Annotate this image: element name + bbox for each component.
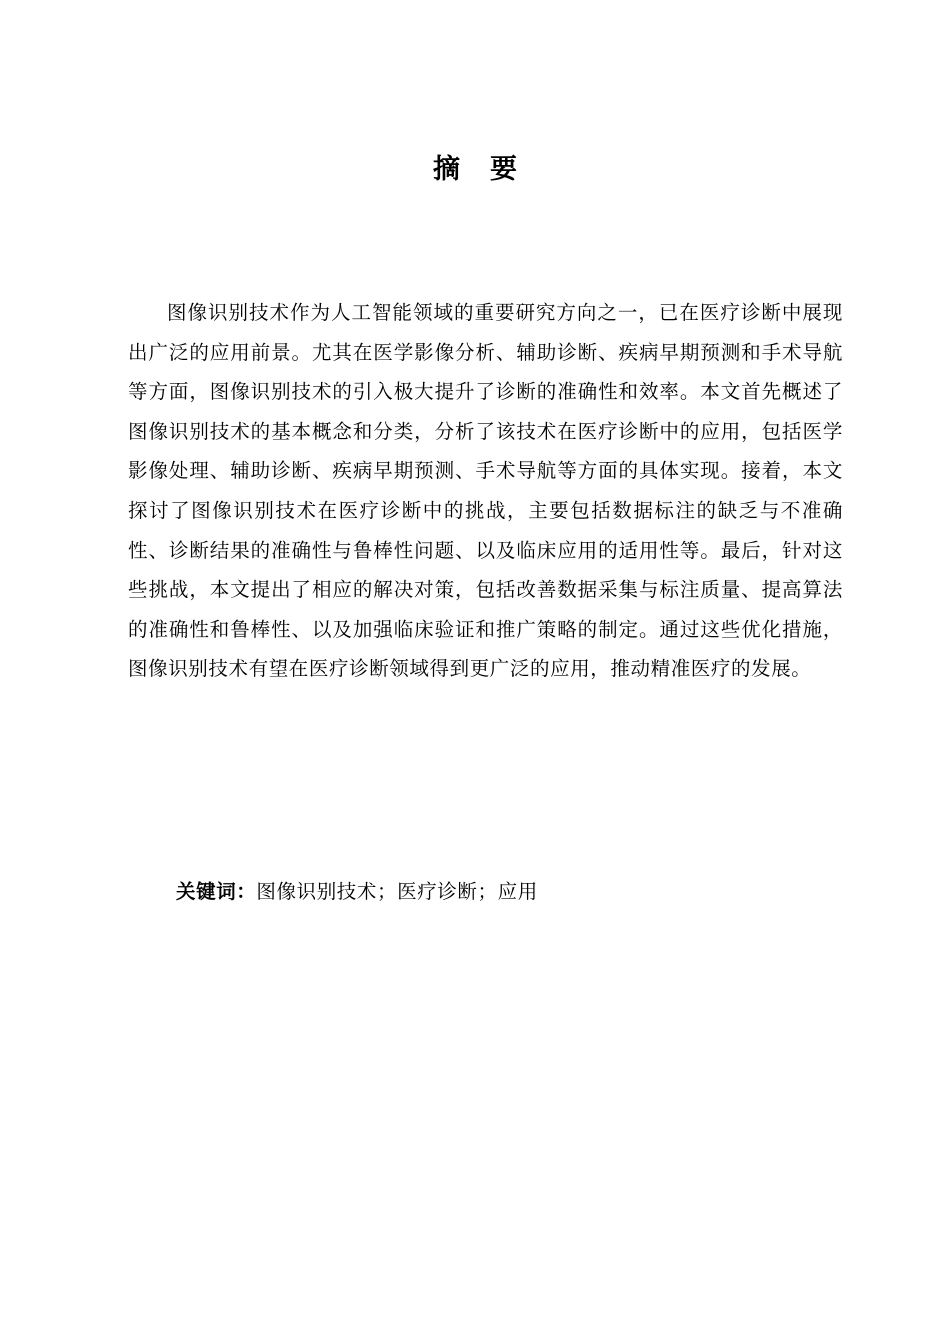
keywords-value: 图像识别技术；医疗诊断；应用 — [256, 880, 538, 903]
keywords-line — [176, 872, 538, 912]
title-char-2: 要 — [490, 154, 517, 185]
abstract-paragraph: 图像识别技术作为人工智能领域的重要研究方向之一，已在医疗诊断中展现出广泛的应用前景。尤其在医学影像分析、辅助诊断、疾病早期预测和手术导航等方面，图像识别技术的引入极大提升了诊断的准确性和效率。本文首先概述了图像识别技术的基本概念和分类，分析了该技术在医疗诊断中的应用，包括医学影像处理、辅助诊断、疾病早期预测、手术导航等方面的具体实现。接着，本文探讨了图像识别技术在医疗诊断中的挑战，主要包括数据标注的缺乏与不准确性、诊断结果的准确性与鲁棒性问题、以及临床应用的适用性等。最后，针对这些挑战，本文提出了相应的解决对策，包括改善数据采集与标注质量、提高算法的准确性和鲁棒性、以及加强临床验证和推广策略的制定。通过这些优化措施，图像识别技术有望在医疗诊断领域得到更广泛的应用，推动精准医疗的发展。 — [128, 301, 843, 681]
title-char-1: 摘 — [433, 154, 460, 185]
page-title — [0, 150, 950, 190]
keywords-label: 关键词： — [176, 880, 257, 903]
